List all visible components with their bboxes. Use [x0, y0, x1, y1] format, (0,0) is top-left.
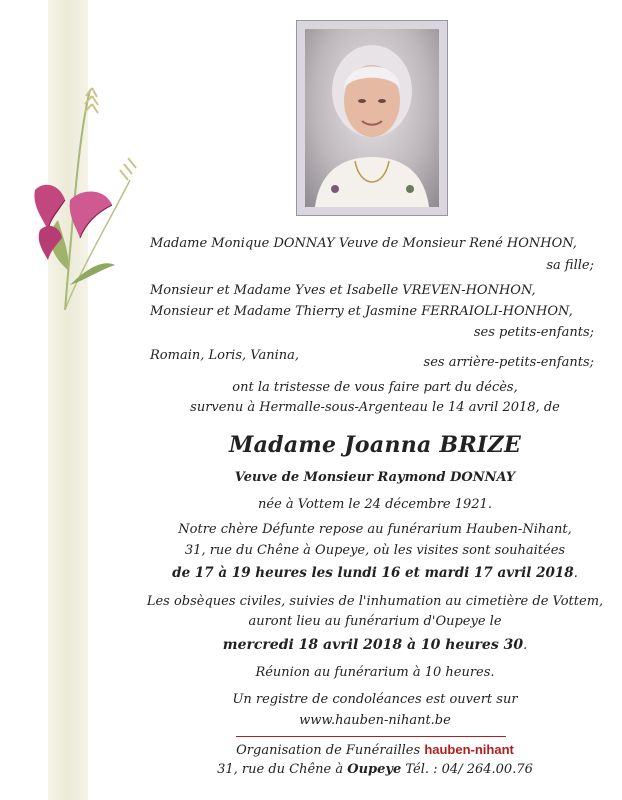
widow-of-line: Veuve de Monsieur Raymond DONNAY [234, 470, 516, 485]
ceremony-date [140, 637, 610, 653]
great-grandchildren-role: ses arrière-petits-enfants; [423, 355, 594, 370]
calla-lily-illustration [20, 70, 150, 320]
visitation-hours-text: de 17 à 19 heures les lundi 16 et mardi 17 avril 2018 [172, 565, 574, 581]
visitation-line-1: Notre chère Défunte repose au funérarium Hauben-Nihant, [178, 522, 572, 537]
visitation-hours [140, 565, 610, 581]
footer-org-prefix: Organisation de Funérailles [236, 743, 421, 758]
portrait-illustration [305, 29, 439, 207]
grandchild-line-1: Monsieur et Madame Yves et Isabelle VREVEN-HONHON, [150, 283, 536, 298]
footer-address-line [140, 762, 610, 777]
visitation-hours-end: . [573, 566, 578, 581]
visitation-line-2: 31, rue du Chêne à Oupeye, où les visites sont souhaitées [184, 543, 566, 558]
footer-addr-prefix: 31, rue du Chêne à [217, 762, 344, 777]
daughter-role: sa fille; [546, 258, 594, 273]
ceremony-date-end: . [523, 638, 528, 653]
registry-website[interactable]: www.hauben-nihant.be [299, 713, 451, 728]
daughter-line: Madame Monique DONNAY Veuve de Monsieur René HONHON, [150, 236, 577, 251]
birth-line: née à Vottem le 24 décembre 1921. [258, 497, 492, 512]
ceremony-date-text: mercredi 18 avril 2018 à 10 heures 30 [222, 637, 524, 653]
portrait-frame [296, 20, 448, 216]
announcement-line-1: ont la tristesse de vous faire part du décès, [232, 380, 518, 395]
announcement-line-2: survenu à Hermalle-sous-Argenteau le 14 avril 2018, de [190, 400, 560, 415]
meeting-line: Réunion au funérarium à 10 heures. [255, 665, 495, 680]
grandchild-line-2: Monsieur et Madame Thierry et Jasmine FERRAIOLI-HONHON, [150, 304, 573, 319]
footer-addr-town: Oupeye [347, 762, 402, 777]
footer-addr-tel: Tél. : 04/ 264.00.76 [405, 762, 533, 777]
footer-divider [236, 736, 506, 737]
grandchildren-role: ses petits-enfants; [473, 325, 594, 340]
brand-logo: hauben-nihant [424, 742, 514, 757]
ceremony-line-1: Les obsèques civiles, suivies de l'inhumation au cimetière de Vottem, [146, 594, 604, 609]
great-grandchildren-line: Romain, Loris, Vanina, [150, 348, 299, 363]
footer-org-line [140, 742, 610, 758]
ceremony-line-2: auront lieu au funérarium d'Oupeye le [248, 614, 502, 629]
deceased-name: Madame Joanna BRIZE [228, 432, 522, 458]
portrait-photo [305, 29, 439, 207]
registry-line: Un registre de condoléances est ouvert sur [232, 692, 518, 707]
